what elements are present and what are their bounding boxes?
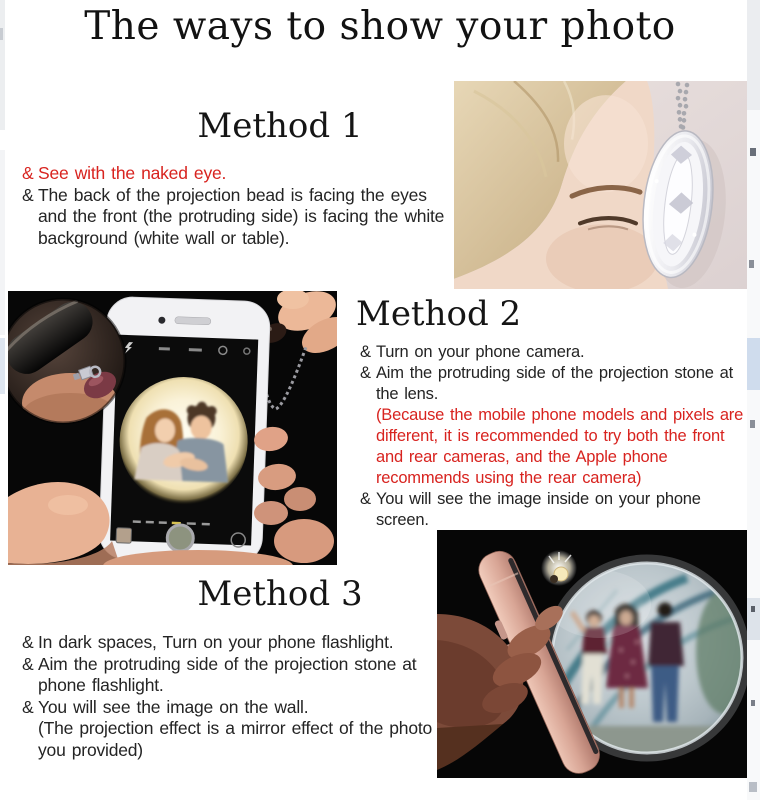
bullet-text: (The projection effect is a mirror effect of the photo you provided) (38, 718, 433, 760)
bullet-text: You will see the image on the wall. (38, 696, 309, 717)
bullet-marker (22, 718, 38, 761)
bullet-text: (Because the mobile phone models and pixels are different, it is recommended to try both the front and rear cameras, and the Apple phone recommends using the rear camera) (376, 406, 744, 487)
bullet-text: In dark spaces, Turn on your phone flashlight. (38, 632, 394, 652)
bullet-text: Turn on your phone camera. (376, 343, 585, 361)
naked-eye-illustration (454, 81, 754, 289)
method-1-instructions (22, 163, 458, 249)
woman-profile (454, 81, 668, 289)
bullet-text: Aim the protruding side of the projection stone at the lens. (376, 364, 733, 403)
instruction-bullet (22, 697, 460, 719)
bullet-marker: & (22, 653, 34, 674)
instruction-bullet (22, 654, 460, 697)
instruction-bullet (360, 342, 752, 363)
instruction-bullet (22, 632, 460, 654)
bead-at-flashlight (541, 550, 577, 586)
method-3-instructions (22, 632, 460, 761)
instruction-bullet (360, 489, 752, 531)
bullet-marker: & (22, 632, 34, 652)
bullet-marker: & (22, 184, 34, 205)
flashlight-projection-illustration (437, 530, 753, 778)
instruction-note (22, 718, 460, 761)
bullet-text: See with the naked eye. (38, 163, 227, 183)
shutter-button (167, 525, 194, 552)
bullet-marker: & (22, 696, 34, 717)
bullet-marker: & (22, 163, 34, 183)
method-2-instructions (360, 342, 752, 531)
instruction-bullet (22, 163, 458, 185)
naked-eye-photo (454, 81, 754, 289)
instruction-note (360, 405, 752, 489)
left-edge-artifact (0, 0, 5, 800)
bullet-text: You will see the image inside on your phone screen. (376, 490, 701, 529)
instruction-bullet (22, 185, 458, 250)
phone-camera-illustration (8, 291, 337, 565)
bullet-text: Aim the protruding side of the projection stone at phone flashlight. (38, 653, 417, 695)
phone (99, 296, 271, 564)
method-1-heading: Method 1 (197, 106, 363, 146)
flashlight-projection-photo (437, 530, 753, 778)
method-2-heading: Method 2 (356, 294, 522, 334)
bullet-text: The back of the projection bead is facing the eyes and the front (the protruding side) is facing the white background (white wall or table). (38, 184, 445, 248)
phone-camera-photo (8, 291, 337, 565)
bullet-marker: & (360, 490, 371, 508)
page-title: The ways to show your photo (84, 4, 676, 49)
bullet-marker: & (360, 364, 371, 382)
method-3-heading: Method 3 (197, 574, 363, 614)
bullet-marker: & (360, 343, 371, 361)
bullet-marker (360, 405, 376, 489)
instruction-bullet (360, 363, 752, 405)
